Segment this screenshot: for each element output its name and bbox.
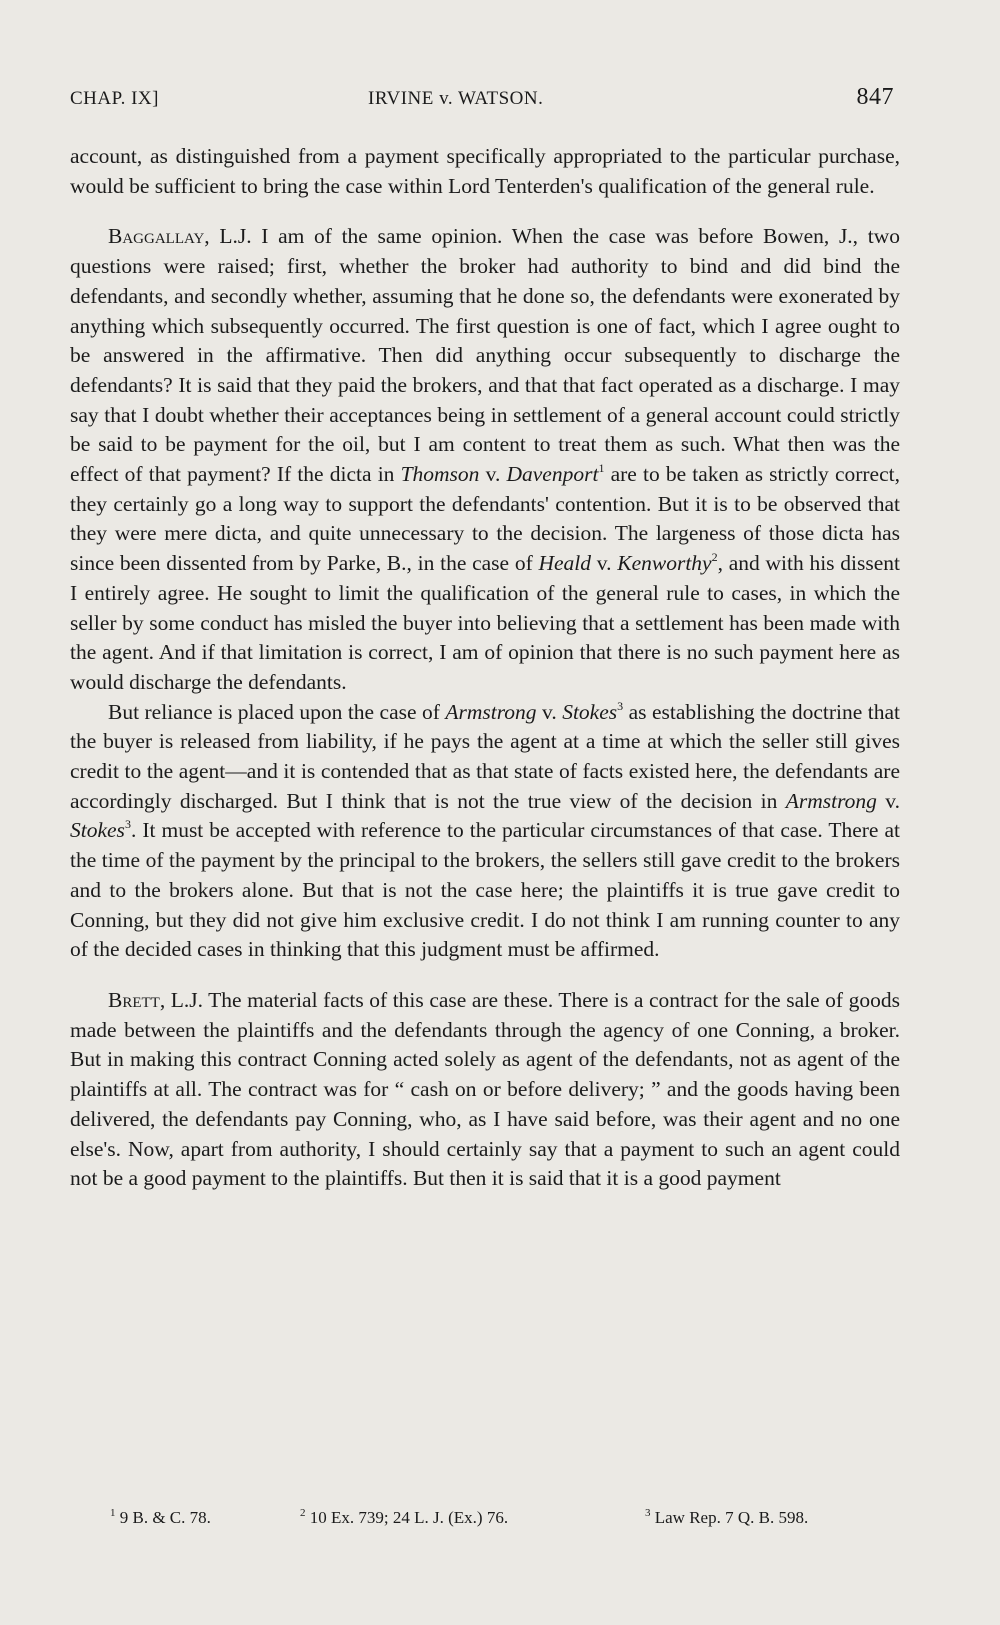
case-name: Heald	[538, 551, 592, 576]
paragraph-brett: Brett, L.J. The material facts of this case are these. There is a contract for the sale of goods made between the plaintiffs and the defendants through the agency of one Conning, a broker. But in making this contract Conning acted solely as agent of the defendants, not as agent of the plaintiffs at all. The contract was for “ cash on or before delivery; ” and the goods having been delivered, the defendants pay Conning, who, as I have said before, was their agent and no one else's. Now, apart from authority, I should certainly say that a payment to such an agent could not be a good payment to the plaintiffs. But then it is said that it is a good payment	[70, 987, 900, 1191]
speaker-name: Baggallay, L.J.	[108, 224, 252, 249]
footnote-mark: 1	[110, 1507, 116, 1519]
footnote-ref: 3	[124, 817, 131, 832]
case-name: Stokes	[562, 699, 618, 724]
footnote-mark: 2	[300, 1507, 306, 1519]
speaker-name: Brett, L.J.	[108, 987, 204, 1012]
footnote-1: $^1$ 9 B. & C. 78.	[110, 1507, 211, 1527]
case-name: Armstrong	[445, 699, 537, 724]
page-number: 847	[856, 84, 894, 110]
case-name: Armstrong	[785, 788, 877, 813]
footnote-mark: 3	[645, 1507, 651, 1519]
footnote-2: $^2$ 10 Ex. 739; 24 L. J. (Ex.) 76.	[300, 1507, 509, 1527]
running-head	[70, 84, 894, 114]
case-name: Davenport	[506, 462, 599, 487]
footnote-3: $^3$ Law Rep. 7 Q. B. 598.	[645, 1507, 809, 1527]
paragraph-reliance: But reliance is placed upon the case of Armstrong v. Stokes$^3$ as establishing the doctrine that the buyer is released from liability, if he pays the agent at a time at which the seller still gives credit to the agent—and it is contended that as that state of facts existed here, the defendants are accordingly discharged. But I think that is not the true view of the decision in Armstrong v. Stokes$^3$. It must be accepted with reference to the particular circumstances of that case. There at the time of the payment by the principal to the brokers, the sellers still gave credit to the brokers and to the brokers alone. But that is not the case here; the plaintiffs it is true gave credit to Conning, but they did not give him exclusive credit. I do not think I am running counter to any of the decided cases in thinking that this judgment must be affirmed.	[70, 698, 900, 962]
case-name: Stokes	[70, 818, 125, 843]
paragraph-baggallay: Baggallay, L.J. I am of the same opinion. When the case was before Bowen, J., two questions were raised; first, whether the broker had authority to bind and did bind the defendants, and secondly whether, assuming that he done so, the defendants were exonerated by anything which subsequently occurred. The first question is one of fact, which I agree ought to be answered in the affirmative. Then did anything occur subsequently to discharge the defendants? It is said that they paid the brokers, and that that fact operated as a discharge. I may say that I doubt whether their acceptances being in settlement of a general account could strictly be said to be payment for the oil, but I am content to treat them as such. What then was the effect of that payment? If the dicta in Thomson v. Davenport$^1$ are to be taken as strictly correct, they certainly go a long way to support the defendants' contention. But it is to be observed that they were mere dicta, and quite unnecessary to the decision. The largeness of those dicta has since been dissented from by Parke, B., in the case of Heald v. Kenworthy$^2$, and with his dissent I entirely agree. He sought to limit the qualification of the general rule to cases, in which the seller by some conduct has misled the buyer into believing that a settlement has been made with the agent. And if that limitation is correct, I am of opinion that there is no such payment here as would discharge the defendants.	[70, 224, 900, 694]
footnote-ref: 1	[598, 461, 605, 476]
footnote-ref: 2	[711, 550, 718, 565]
page-body	[70, 142, 900, 1194]
case-title: IRVINE v. WATSON.	[368, 88, 544, 109]
footnote-ref: 3	[617, 698, 624, 713]
case-name: Kenworthy	[617, 551, 712, 576]
case-name: Thomson	[400, 462, 480, 487]
chapter-label: CHAP. IX]	[70, 88, 159, 109]
paragraph-continuation: account, as distinguished from a payment specifically appropriated to the particular purchase, would be sufficient to bring the case within Lord Tenterden's qualification of the general rule.	[70, 144, 900, 198]
